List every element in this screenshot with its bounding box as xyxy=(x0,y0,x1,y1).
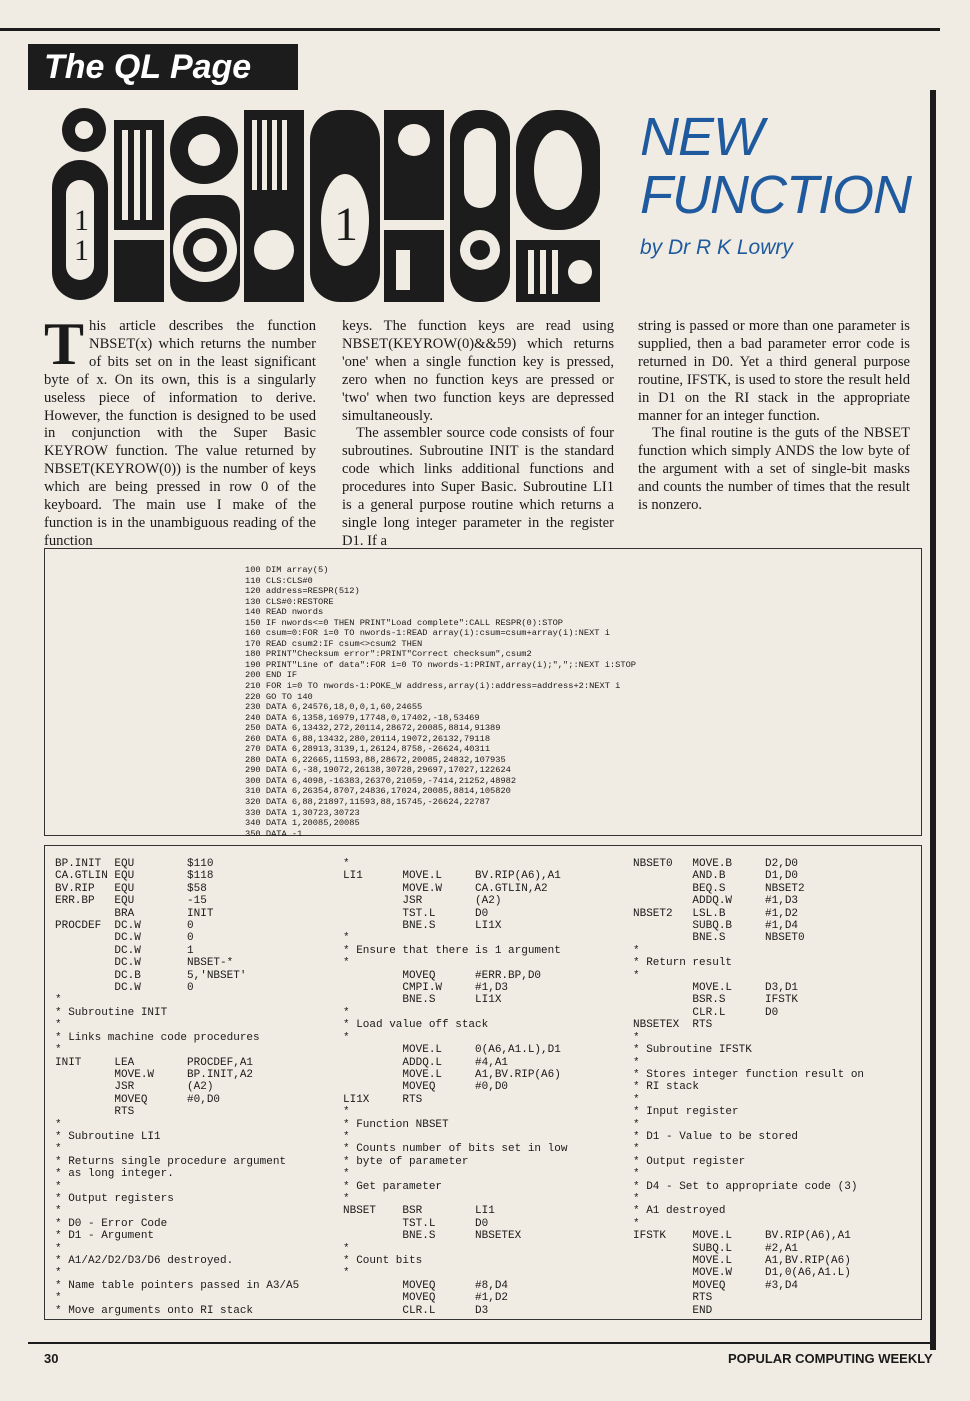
paragraph: The final routine is the guts of the NBSET function which simply ANDS the low byte of the argument with a set of single-bit masks and counts the number of times that the result is nonzero. xyxy=(638,425,910,514)
paragraph: string is passed or more than one parameter is supplied, then a bad parameter error code is returned in D0. Yet a third general purpose routine, IFSTK, is used to store the result held in D1 on the RI stack in the appropriate manner for an integer function. xyxy=(638,318,910,424)
section-banner: The QL Page xyxy=(28,44,298,90)
basic-listing: 100 DIM array(5) 110 CLS:CLS#0 120 address=RESPR(512) 130 CLS#0:RESTORE 140 READ nwords 150 IF nwords<=0 THEN PRINT"Load complete":CALL RESPR(0):STOP 160 csum=0:FOR i=0 TO nwords-1:READ array(i):csum=csum+array(i):NEXT i 170 READ csum2:IF csum<>csum2 THEN 180 PRINT"Checksum error":PRINT"Correct checksum",csum2 190 PRINT"Line of data":FOR i=0 TO nwords-1:PRINT,array(i);",";:NEXT i:STOP 200 END IF 210 FOR i=0 TO nwords-1:POKE_W address,array(i):address=address+2:NEXT i 220 GO TO 140 230 DATA 6,24576,18,0,0,1,60,24655 240 DATA 6,1358,16979,17748,0,17402,-18,53469 250 DATA 6,13432,272,20114,28672,20085,8814,91389 260 DATA 6,88,13432,280,20114,19072,26132,79118 270 DATA 6,28913,3139,1,26124,8758,-26624,40311 280 DATA 6,22665,11593,88,28672,20085,24832,107935 290 DATA 6,-38,19072,26138,30728,29697,17027,122624 300 DATA 6,4098,-16383,26370,21059,-7414,21252,48982 310 DATA 6,26354,8707,24836,17024,20085,8814,105820 320 DATA 6,88,21897,11593,88,15745,-26624,22787 330 DATA 1,30723,30723 340 DATA 1,20085,20085 350 DATA -1 xyxy=(245,565,637,839)
article-title xyxy=(640,108,930,224)
top-rule xyxy=(0,28,940,31)
assembler-column-2: * LI1 MOVE.L BV.RIP(A6),A1 MOVE.W CA.GTLIN,A2 JSR (A2) TST.L D0 BNE.S LI1X * * Ensure that there is 1 argument * MOVEQ #ERR.BP,D0 CMPI.W #1,D3 BNE.S LI1X * * Load value off stack * MOVE.L 0(A6,A1.L),D1 ADDQ.L #4,A1 MOVE.L A1,BV.RIP(A6) MOVEQ #0,D0 LI1X RTS * * Function NBSET * * Counts number of bits set in low * byte of parameter * * Get parameter * NBSET BSR LI1 TST.L D0 BNE.S NBSETEX * * Count bits * MOVEQ #8,D4 MOVEQ #1,D2 CLR.L D3 xyxy=(343,858,568,1317)
paragraph: The assembler source code consists of four subroutines. Subroutine INIT is the standard code which links additional functions and procedures into Super Basic. Subroutine LI1 is a general purpose routine which returns a single long integer parameter in the register D1. If a xyxy=(342,425,614,549)
drop-cap: T xyxy=(44,311,85,377)
article-column-3 xyxy=(638,318,910,515)
magazine-name: POPULAR COMPUTING WEEKLY xyxy=(728,1351,933,1366)
paragraph: This article describes the function NBSET(x) which returns the number of bits set on in the least significant byte of x. On its own, this is a singularly useless piece of information to derive. However, the function is designed to be used in conjunction with the Super Basic KEYROW function. The value returned by NBSET(KEYROW(0)) is the number of keys which are being pressed in row 0 of the keyboard. The main use I make of the function is in the unambiguous reading of the function xyxy=(44,311,316,549)
byline: by Dr R K Lowry xyxy=(640,236,793,259)
article-column-1 xyxy=(44,311,316,551)
page-number: 30 xyxy=(44,1351,59,1366)
bottom-rule xyxy=(28,1342,930,1344)
article-column-2 xyxy=(342,318,614,551)
svg-text:1: 1 xyxy=(334,198,358,251)
assembler-column-3: NBSET0 MOVE.B D2,D0 AND.B D1,D0 BEQ.S NBSET2 ADDQ.W #1,D3 NBSET2 LSL.B #1,D2 SUBQ.B #1,D4 BNE.S NBSET0 * * Return result * MOVE.L D3,D1 BSR.S IFSTK CLR.L D0 NBSETEX RTS * * Subroutine IFSTK * * Stores integer function result on * RI stack * * Input register * * D1 - Value to be stored * * Output register * * D4 - Set to appropriate code (3) * * A1 destroyed * IFSTK MOVE.L BV.RIP(A6),A1 SUBQ.L #2,A1 MOVE.L A1,BV.RIP(A6) MOVE.W D1,0(A6,A1.L) MOVEQ #3,D4 RTS END xyxy=(633,858,865,1317)
paragraph: keys. The function keys are read using NBSET(KEYROW(0)&&59) which returns 'one' when a single function key is pressed, zero when no function keys are pressed or 'two' when two function keys are depressed simultaneously. xyxy=(342,318,614,424)
title-line-new: NEW xyxy=(640,107,763,167)
title-line-function: FUNCTION xyxy=(640,165,911,225)
binary-digits-illustration xyxy=(44,100,606,306)
svg-text:1: 1 xyxy=(74,234,89,267)
assembler-column-1: BP.INIT EQU $110 CA.GTLIN EQU $118 BV.RIP EQU $58 ERR.BP EQU -15 BRA INIT PROCDEF DC.W 0 DC.W 0 DC.W 1 DC.W NBSET-* DC.B 5,'NBSET' DC.W 0 * * Subroutine INIT * * Links machine code procedures * INIT LEA PROCDEF,A1 MOVE.W BP.INIT,A2 JSR (A2) MOVEQ #0,D0 RTS * * Subroutine LI1 * * Returns single procedure argument * as long integer. * * Output registers * * D0 - Error Code * D1 - Argument * * A1/A2/D2/D3/D6 destroyed. * * Name table pointers passed in A3/A5 * * Move arguments onto RI stack xyxy=(55,858,300,1317)
svg-text:1: 1 xyxy=(74,204,89,237)
right-margin-bar xyxy=(930,90,936,1350)
